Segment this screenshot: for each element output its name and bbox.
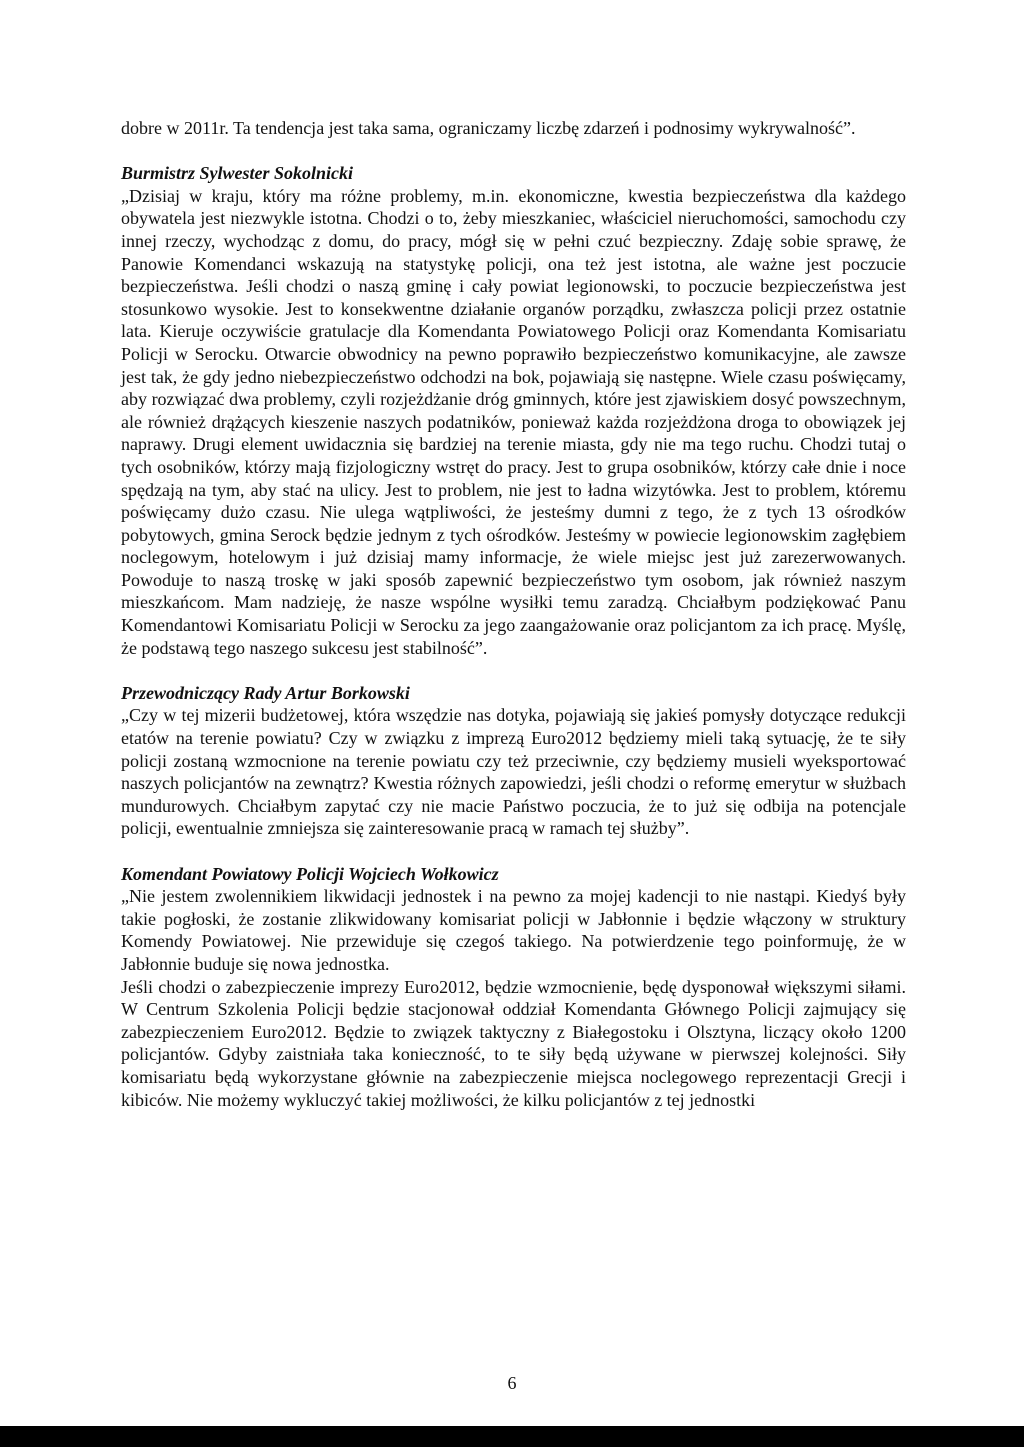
spacer — [121, 840, 906, 863]
speaker-heading: Przewodniczący Rady Artur Borkowski — [121, 682, 410, 703]
section-wolkowicz — [121, 863, 906, 1112]
speech-paragraph: Jeśli chodzi o zabezpieczenie imprezy Euro2012, będzie wzmocnienie, będę dysponował większymi siłami. W Centrum Szkolenia Policji będzie stacjonował oddział Komendanta Głównego Policji zajmujący się zabezpieczeniem Euro2012. Będzie to związek taktyczny z Białegostoku i Olsztyna, liczący około 1200 policjantów. Gdyby zaistniała taka konieczność, to te siły będą używane w pierwszej kolejności. Siły komisariatu będą wykorzystane głównie na zabezpieczenie miejsca noclegowego reprezentacji Grecji i kibiców. Nie możemy wykluczyć takiej możliwości, że kilku policjantów z tej jednostki — [121, 976, 906, 1110]
speech-paragraph: „Dzisiaj w kraju, który ma różne problemy, m.in. ekonomiczne, kwestia bezpieczeństwa dla każdego obywatela jest niezwykle istotna. Chodzi o to, żeby mieszkaniec, właściciel nieruchomości, samochodu czy innej rzeczy, wychodząc z domu, do pracy, mógł się w pełni czuć bezpieczny. Zdaję sobie sprawę, że Panowie Komendanci wskazują na statystykę policji, ona też jest istotna, ale ważne jest poczucie bezpieczeństwa. Jeśli chodzi o naszą gminę i cały powiat legionowski, to poczucie bezpieczeństwa jest stosunkowo wysokie. Jest to konsekwentne działanie organów porządku, zwłaszcza policji przez ostatnie lata. Kieruje oczywiście gratulacje dla Komendanta Powiatowego Policji oraz Komendanta Komisariatu Policji w Serocku. Otwarcie obwodnicy na pewno poprawiło bezpieczeństwo komunikacyjne, ale zawsze jest tak, że gdy jedno niebezpieczeństwo odchodzi na bok, pojawiają się następne. Wiele czasu poświęcamy, aby rozwiązać dwa problemy, czyli rozjeżdżanie dróg gminnych, które jest zjawiskiem dosyć powszechnym, ale również drążących kieszenie naszych podatników, ponieważ każda rozjeżdżona droga to obowiązek jej naprawy. Drugi element uwidacznia się bardziej na terenie miasta, gdy nie ma tego ruchu. Chodzi tutaj o tych osobników, którzy mają fizjologiczny wstręt do pracy. Jest to grupa osobników, którzy całe dnie i noce spędzają na tym, aby stać na ulicy. Jest to problem, nie jest to ładna wizytówka. Jest to problem, któremu poświęcamy dużo czasu. Nie ulega wątpliwości, że jesteśmy dumni z tego, że z tych 13 ośrodków pobytowych, gmina Serock będzie jednym z tych ośrodków. Jesteśmy w powiecie legionowskim zagłębiem noclegowym, hotelowym i już dzisiaj mamy informacje, że wiele miejsc jest już zarezerwowanych. Powoduje to naszą troskę w jaki sposób zapewnić bezpieczeństwo tym osobom, jak również naszym mieszkańcom. Mam nadzieję, że nasze wspólne wysiłki temu zaradzą. Chciałbym podziękować Panu Komendantowi Komisariatu Policji w Serocku za jego zaangażowanie oraz policjantom za ich pracę. Myślę, że podstawą tego naszego sukcesu jest stabilność”. — [121, 185, 906, 658]
section-borkowski — [121, 682, 906, 840]
speech-paragraph: „Czy w tej mizerii budżetowej, która wszędzie nas dotyka, pojawiają się jakieś pomysły dotyczące redukcji etatów na terenie powiatu? Czy w związku z imprezą Euro2012 będziemy mieli taką sytuację, że te siły policji zostaną wzmocnione na terenie powiatu czy też przeciwnie, czy będziemy musieli wyeksportować naszych policjantów na zewnątrz? Kwestia różnych zapowiedzi, jeśli chodzi o reformę emerytur w służbach mundurowych. Chciałbym zapytać czy nie macie Państwo poczucia, że to już się odbija na potencjale policji, ewentualnie zmniejsza się zainteresowanie pracą w ramach tej służby”. — [121, 705, 906, 839]
speech-paragraph: „Nie jestem zwolennikiem likwidacji jednostek i na pewno za mojej kadencji to nie nastąpi. Kiedyś były takie pogłoski, że zostanie zlikwidowany komisariat policji w Jabłonnie i będzie włączony w struktury Komendy Powiatowej. Nie przewiduje się czegoś takiego. Na potwierdzenie tego poinformuję, że w Jabłonnie buduje się nowa jednostka. — [121, 886, 906, 974]
speaker-heading: Burmistrz Sylwester Sokolnicki — [121, 163, 354, 184]
scan-edge-bar — [0, 1426, 1024, 1447]
section-sokolnicki — [121, 162, 906, 659]
document-page — [121, 117, 906, 1111]
speaker-heading: Komendant Powiatowy Policji Wojciech Wołkowicz — [121, 863, 499, 884]
page-number: 6 — [507, 1373, 517, 1393]
intro-paragraph: dobre w 2011r. Ta tendencja jest taka sama, ograniczamy liczbę zdarzeń i podnosimy wykrywalność”. — [121, 118, 856, 138]
spacer — [121, 140, 906, 163]
spacer — [121, 659, 906, 682]
